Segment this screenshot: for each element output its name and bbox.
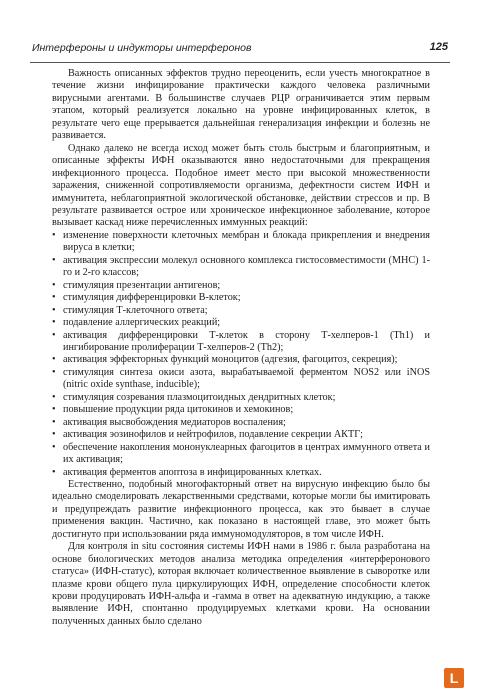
list-item: • подавление аллергических реакций; — [52, 317, 430, 329]
running-header — [30, 40, 450, 63]
publisher-logo-icon — [444, 668, 464, 688]
immune-reactions-list — [52, 230, 430, 479]
list-item: • активация высвобождения медиаторов воспаления; — [52, 417, 430, 429]
list-item: • изменение поверхности клеточных мембран и блокада прикрепления и внедрения вируса в клетки; — [52, 230, 430, 255]
page-number: 125 — [429, 41, 448, 53]
list-item: • стимуляция синтеза окиси азота, вырабатываемой ферментом NOS2 или iNOS (nitric oxide synthase, inducible); — [52, 367, 430, 392]
paragraph-2: Однако далеко не всегда исход может быть столь быстрым и благоприятным, и описанные эффекты ИФН оказываются явно недостаточными для прекращения инфекционного процесса. Подобное имеет место при высокой множественности заражения, сниженной сопротивляемости организма, дефектности систем ИФН и иммунитета, неблагоприятной экологической обстановке, действии стрессов и пр. В результате развивается острое или хроническое инфекционное заболевание, которое вызывает каскад ниже перечисленных иммунных реакций: — [52, 142, 430, 229]
list-item: • повышение продукции ряда цитокинов и хемокинов; — [52, 404, 430, 416]
list-item: • активация дифференцировки Т-клеток в сторону Т-хелперов-1 (Th1) и ингибирование пролиферации Т-хелперов-2 (Th2); — [52, 330, 430, 355]
list-item: • активация эффекторных функций моноцитов (адгезия, фагоцитоз, секреция); — [52, 354, 430, 366]
list-item: • стимуляция дифференцировки В-клеток; — [52, 292, 430, 304]
page-body — [52, 68, 430, 628]
list-item: • обеспечение накопления мононуклеарных фагоцитов в центрах иммунного ответа и их активация; — [52, 442, 430, 467]
list-item: • активация эозинофилов и нейтрофилов, подавление секреции АКТГ; — [52, 429, 430, 441]
running-title: Интерфероны и индукторы интерферонов — [32, 42, 252, 54]
list-item: • стимуляция презентации антигенов; — [52, 280, 430, 292]
paragraph-4: Для контроля in situ состояния системы ИФН нами в 1986 г. была разработана на основе биологических методов анализа методика определения «интерферонового статуса» (ИФН-статус), которая включает количественное выявление в сыворотке или плазме крови общего пула циркулирующих ИФН, определение способности клеток крови продуцировать ИФН-альфа и -гамма в ответ на адекватную индукцию, а также выявление ИФН, спонтанно продуцируемых клетками крови. На основании полученных данных было сделано — [52, 541, 430, 627]
list-item: • стимуляция Т-клеточного ответа; — [52, 305, 430, 317]
logo-mark: L — [449, 670, 459, 686]
list-item: • стимуляция созревания плазмоцитоидных дендритных клеток; — [52, 392, 430, 404]
list-item: • активация ферментов апоптоза в инфицированных клетках. — [52, 467, 430, 479]
paragraph-3: Естественно, подобный многофакторный ответ на вирусную инфекцию было бы идеально смоделировать лекарственными средствами, которые могли бы имитировать и предупреждать развитие инфекционного процесса, как это бывает в случае применения вакцин. Частично, как показано в настоящей главе, это может быть достигнуто при использовании ряда иммуномодуляторов, в том числе ИФН. — [52, 478, 430, 540]
list-item: • активация экспрессии молекул основного комплекса гистосовместимости (МНС) 1-го и 2-го классов; — [52, 255, 430, 280]
paragraph-1: Важность описанных эффектов трудно переоценить, если учесть многократное в течение жизни инфицирование практически каждого человека различными вирусными агентами. В большинстве случаев РЦР ограничивается этим первым этапом, который реализуется локально на уровне инфицированных клеток, в результате чего еще прерывается дальнейшая генерализация инфекции и болезнь не развивается. — [52, 68, 430, 142]
